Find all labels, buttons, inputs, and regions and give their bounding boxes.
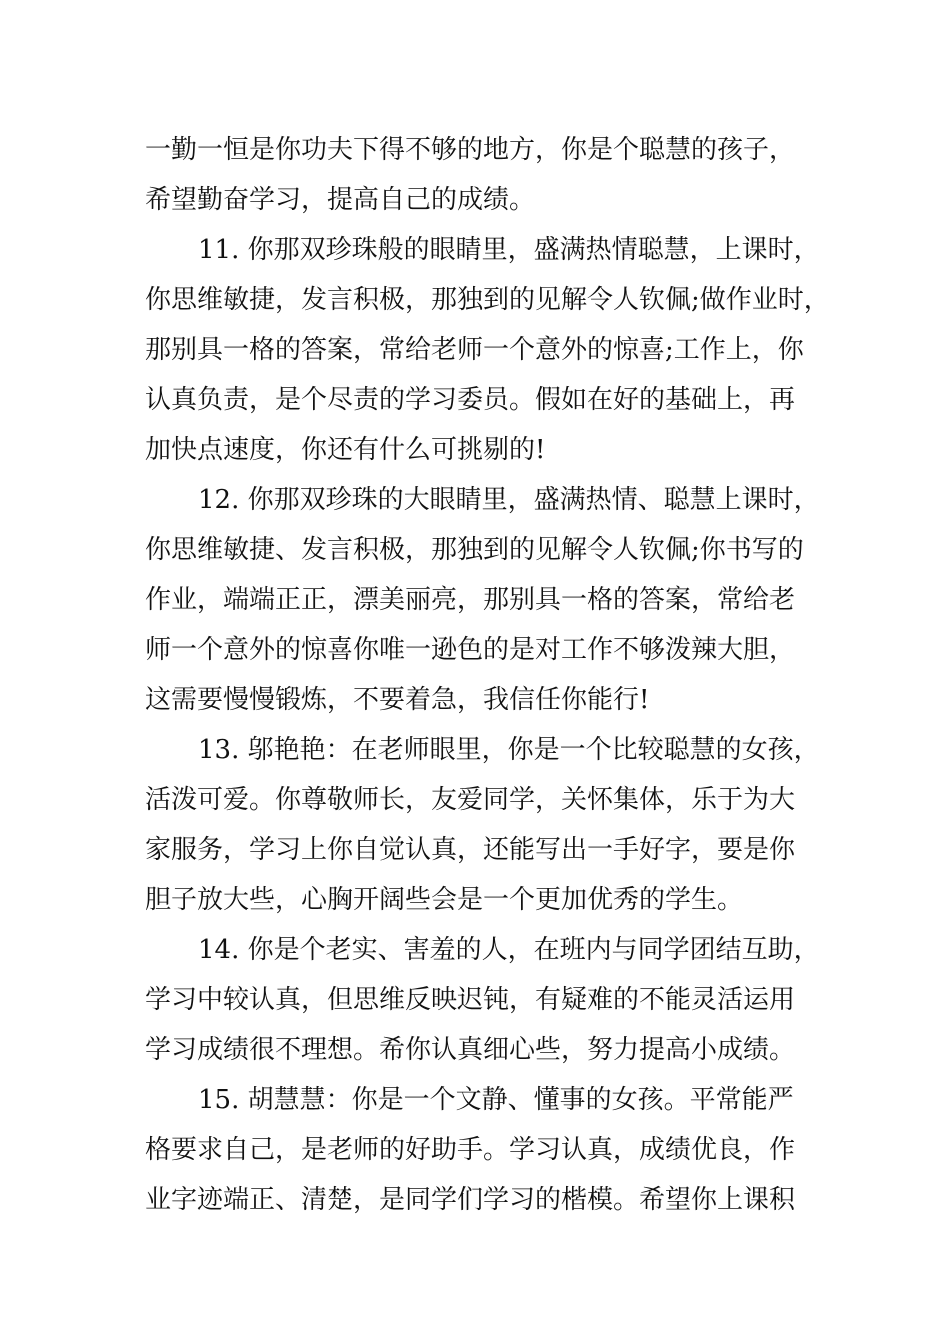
text-line: 家服务，学习上你自觉认真，还能写出一手好字，要是你 [145,835,796,865]
text-line: 你思维敏捷、发言积极，那独到的见解令人钦佩;你书写的 [145,535,804,565]
text-line: 活泼可爱。你尊敬师长，友爱同学，关怀集体，乐于为大 [145,785,796,815]
paragraph-start-13: 13. 邬艳艳：在老师眼里，你是一个比较聪慧的女孩， [198,735,820,765]
text-line: 学习成绩很不理想。希你认真细心些，努力提高小成绩。 [145,1035,796,1065]
text-line: 业字迹端正、清楚，是同学们学习的楷模。希望你上课积 [145,1185,796,1215]
text-line: 格要求自己，是老师的好助手。学习认真，成绩优良，作 [145,1135,796,1165]
paragraph-start-11: 11. 你那双珍珠般的眼睛里，盛满热情聪慧，上课时， [198,235,820,265]
text-line: 那别具一格的答案，常给老师一个意外的惊喜;工作上，你 [145,335,804,365]
text-line: 学习中较认真，但思维反映迟钝，有疑难的不能灵活运用 [145,985,796,1015]
text-line: 希望勤奋学习，提高自己的成绩。 [145,185,536,215]
text-line: 你思维敏捷，发言积极，那独到的见解令人钦佩;做作业时， [145,285,830,315]
paragraph-start-14: 14. 你是个老实、害羞的人，在班内与同学团结互助， [198,935,820,965]
text-line: 作业，端端正正，漂美丽亮，那别具一格的答案，常给老 [145,585,796,615]
text-line: 胆子放大些，心胸开阔些会是一个更加优秀的学生。 [145,885,744,915]
text-line: 一勤一恒是你功夫下得不够的地方，你是个聪慧的孩子， [145,135,796,165]
text-line: 师一个意外的惊喜你唯一逊色的是对工作不够泼辣大胆， [145,635,796,665]
paragraph-start-15: 15. 胡慧慧：你是一个文静、懂事的女孩。平常能严 [198,1085,794,1115]
text-line: 认真负责，是个尽责的学习委员。假如在好的基础上，再 [145,385,796,415]
text-line: 加快点速度，你还有什么可挑剔的! [145,435,546,465]
text-line: 这需要慢慢锻炼，不要着急，我信任你能行! [145,685,650,715]
paragraph-start-12: 12. 你那双珍珠的大眼睛里，盛满热情、聪慧上课时， [198,485,820,515]
